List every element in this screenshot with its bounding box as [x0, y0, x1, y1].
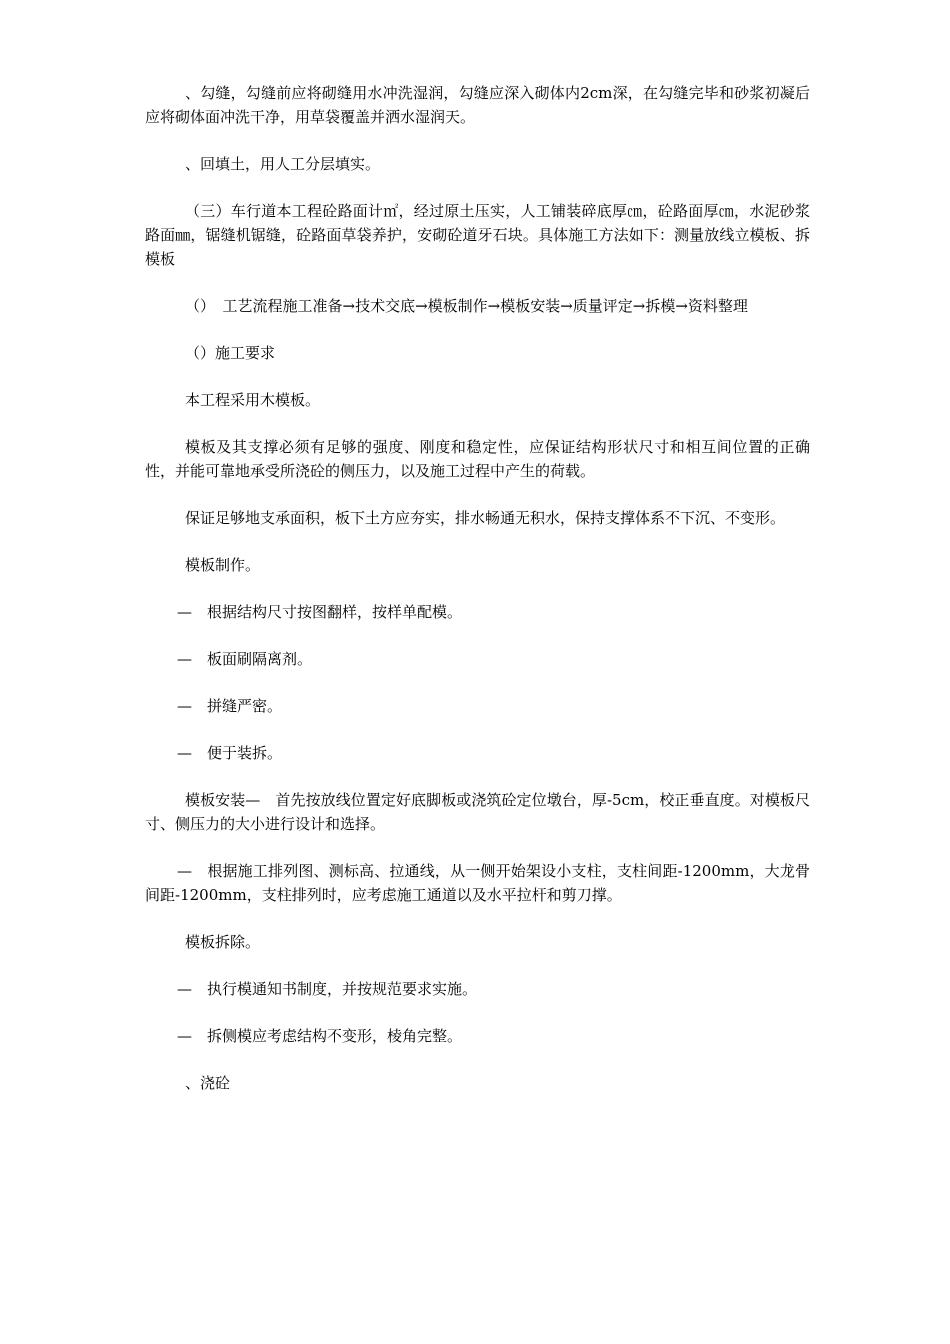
paragraph-formwork-strength: 模板及其支撑必须有足够的强度、刚度和稳定性，应保证结构形状尺寸和相互间位置的正确性，并能可靠地承受所浇砼的侧压力，以及施工过程中产生的荷载。 — [145, 438, 810, 480]
list-item: — 根据结构尺寸按图翻样，按样单配模。 — [177, 603, 463, 621]
paragraph-backfill: 、回填土，用人工分层填实。 — [185, 155, 381, 173]
list-item: — 执行模通知书制度，并按规范要求实施。 — [177, 980, 478, 998]
paragraph-wood-formwork: 本工程采用木模板。 — [185, 391, 321, 409]
list-item: — 拼缝严密。 — [177, 697, 283, 715]
paragraph-process-flow: （） 工艺流程施工准备→技术交底→模板制作→模板安装→质量评定→拆模→资料整理 — [185, 297, 748, 315]
paragraph-formwork-making-heading: 模板制作。 — [185, 556, 261, 574]
paragraph-requirements-heading: （）施工要求 — [185, 344, 276, 362]
list-item: — 便于装拆。 — [177, 744, 283, 762]
list-item: — 根据施工排列图、测标高、拉通线，从一侧开始架设小支柱，支柱间距-1200mm，大龙骨间距-1200mm，支柱排列时，应考虑施工通道以及水平拉杆和剪刀撑。 — [145, 862, 810, 904]
paragraph-roadway: （三）车行道本工程砼路面计㎡，经过原土压实，人工铺装碎底厚㎝，砼路面厚㎝，水泥砂浆路面㎜，锯缝机锯缝，砼路面草袋养护，安砌砼道牙石块。具体施工方法如下：测量放线立模板、拆模板 — [145, 202, 810, 268]
list-item: — 拆侧模应考虑结构不变形，棱角完整。 — [177, 1027, 463, 1045]
paragraph-formwork-removal-heading: 模板拆除。 — [185, 933, 261, 951]
paragraph-support-area: 保证足够地支承面积，板下土方应夯实，排水畅通无积水，保持支撑体系不下沉、不变形。 — [185, 509, 786, 527]
list-item: — 板面刷隔离剂。 — [177, 650, 313, 668]
document-body — [145, 81, 810, 1118]
paragraph-pointing-joints: 、勾缝，勾缝前应将砌缝用水冲洗湿润，勾缝应深入砌体内2cm深，在勾缝完毕和砂浆初凝后应将砌体面冲洗干净，用草袋覆盖并洒水湿润天。 — [145, 84, 810, 126]
paragraph-formwork-installation: 模板安装— 首先按放线位置定好底脚板或浇筑砼定位墩台，厚-5cm，校正垂直度。对模板尺寸、侧压力的大小进行设计和选择。 — [145, 791, 810, 833]
paragraph-pouring-concrete: 、浇砼 — [185, 1074, 231, 1092]
